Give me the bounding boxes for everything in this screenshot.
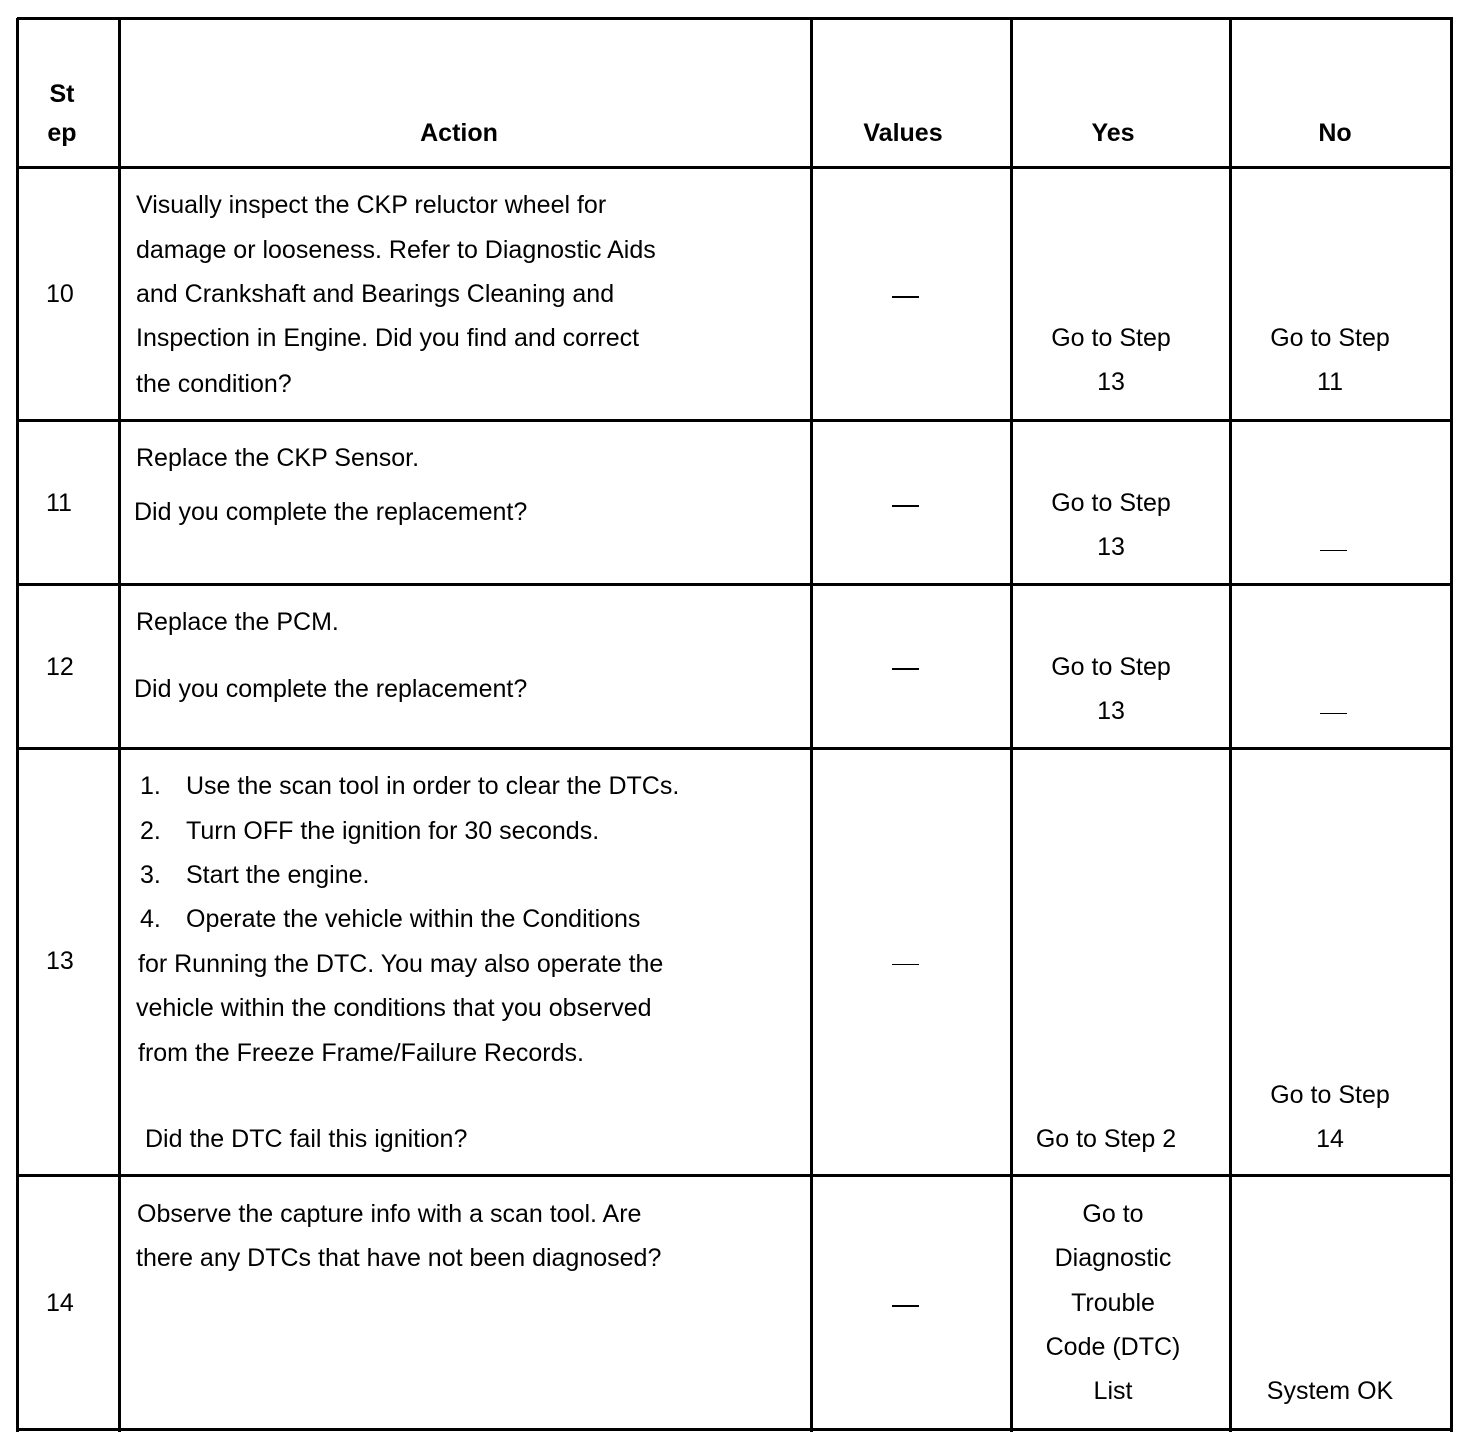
list-text: Use the scan tool in order to clear the DTCs.	[186, 772, 680, 800]
no-line: Go to Step	[1270, 1081, 1390, 1109]
grid-line	[810, 18, 813, 1432]
step-number: 11	[46, 489, 72, 517]
grid-line	[17, 583, 1453, 586]
yes-line: Go to Step	[1051, 324, 1171, 352]
list-number: 2.	[140, 817, 161, 845]
yes-line: Go to Step	[1051, 653, 1171, 681]
action-line: and Crankshaft and Bearings Cleaning and	[136, 280, 615, 308]
values-dash	[892, 296, 919, 298]
step-number: 10	[46, 280, 74, 308]
header-step-line1: St	[49, 80, 75, 108]
values-dash	[892, 505, 919, 507]
no-line: 14	[1316, 1125, 1344, 1153]
yes-line: Code (DTC)	[1045, 1333, 1181, 1361]
header-values: Values	[863, 119, 943, 147]
no-line: 11	[1317, 368, 1343, 396]
grid-line	[17, 1174, 1453, 1177]
grid-line	[17, 747, 1453, 750]
list-text: Turn OFF the ignition for 30 seconds.	[186, 817, 600, 845]
header-no: No	[1318, 119, 1352, 147]
action-line: Did you complete the replacement?	[134, 675, 528, 703]
no-line: Go to Step	[1270, 324, 1390, 352]
no-line: System OK	[1266, 1377, 1394, 1405]
values-dash	[892, 964, 919, 965]
values-dash	[892, 1305, 919, 1307]
grid-line	[17, 166, 1453, 169]
grid-line	[17, 1428, 1453, 1431]
grid-line	[1450, 18, 1453, 1432]
yes-line: 13	[1097, 697, 1125, 725]
yes-line: 13	[1097, 533, 1125, 561]
yes-line: Go to Step 2	[1035, 1125, 1177, 1153]
yes-line: Trouble	[1071, 1289, 1155, 1317]
no-dash	[1320, 550, 1347, 551]
header-action: Action	[420, 119, 498, 147]
yes-line: Diagnostic	[1054, 1244, 1172, 1272]
grid-line	[16, 18, 19, 1432]
list-text: Start the engine.	[186, 861, 370, 889]
list-number: 1.	[140, 772, 161, 800]
list-number: 3.	[140, 861, 161, 889]
header-step-line2: ep	[47, 119, 77, 147]
grid-line	[17, 419, 1453, 422]
action-line: the condition?	[136, 370, 292, 398]
action-question: Did the DTC fail this ignition?	[145, 1125, 468, 1153]
action-line: Replace the PCM.	[136, 608, 339, 636]
action-line: Observe the capture info with a scan tool. Are	[137, 1200, 642, 1228]
list-text: Operate the vehicle within the Conditions	[186, 905, 641, 933]
grid-line	[17, 17, 1453, 20]
action-line: for Running the DTC. You may also operate the	[138, 950, 664, 978]
yes-line: Go to	[1082, 1200, 1144, 1228]
list-number: 4.	[140, 905, 161, 933]
step-number: 12	[46, 653, 74, 681]
yes-line: Go to Step	[1051, 489, 1171, 517]
action-line: damage or looseness. Refer to Diagnostic Aids	[136, 236, 656, 264]
yes-line: 13	[1097, 368, 1125, 396]
action-line: Did you complete the replacement?	[134, 498, 528, 526]
action-line: Inspection in Engine. Did you find and correct	[136, 324, 640, 352]
header-yes: Yes	[1091, 119, 1135, 147]
step-number: 14	[46, 1289, 74, 1317]
action-line: there any DTCs that have not been diagnosed?	[136, 1244, 662, 1272]
no-dash	[1320, 713, 1347, 714]
grid-line	[1229, 18, 1232, 1432]
action-line: vehicle within the conditions that you observed	[136, 994, 652, 1022]
step-number: 13	[46, 947, 74, 975]
values-dash	[892, 668, 919, 670]
grid-line	[118, 18, 121, 1432]
action-line: Visually inspect the CKP reluctor wheel for	[136, 191, 607, 219]
action-line: Replace the CKP Sensor.	[136, 444, 420, 472]
action-line: from the Freeze Frame/Failure Records.	[138, 1039, 584, 1067]
yes-line: List	[1093, 1377, 1133, 1405]
